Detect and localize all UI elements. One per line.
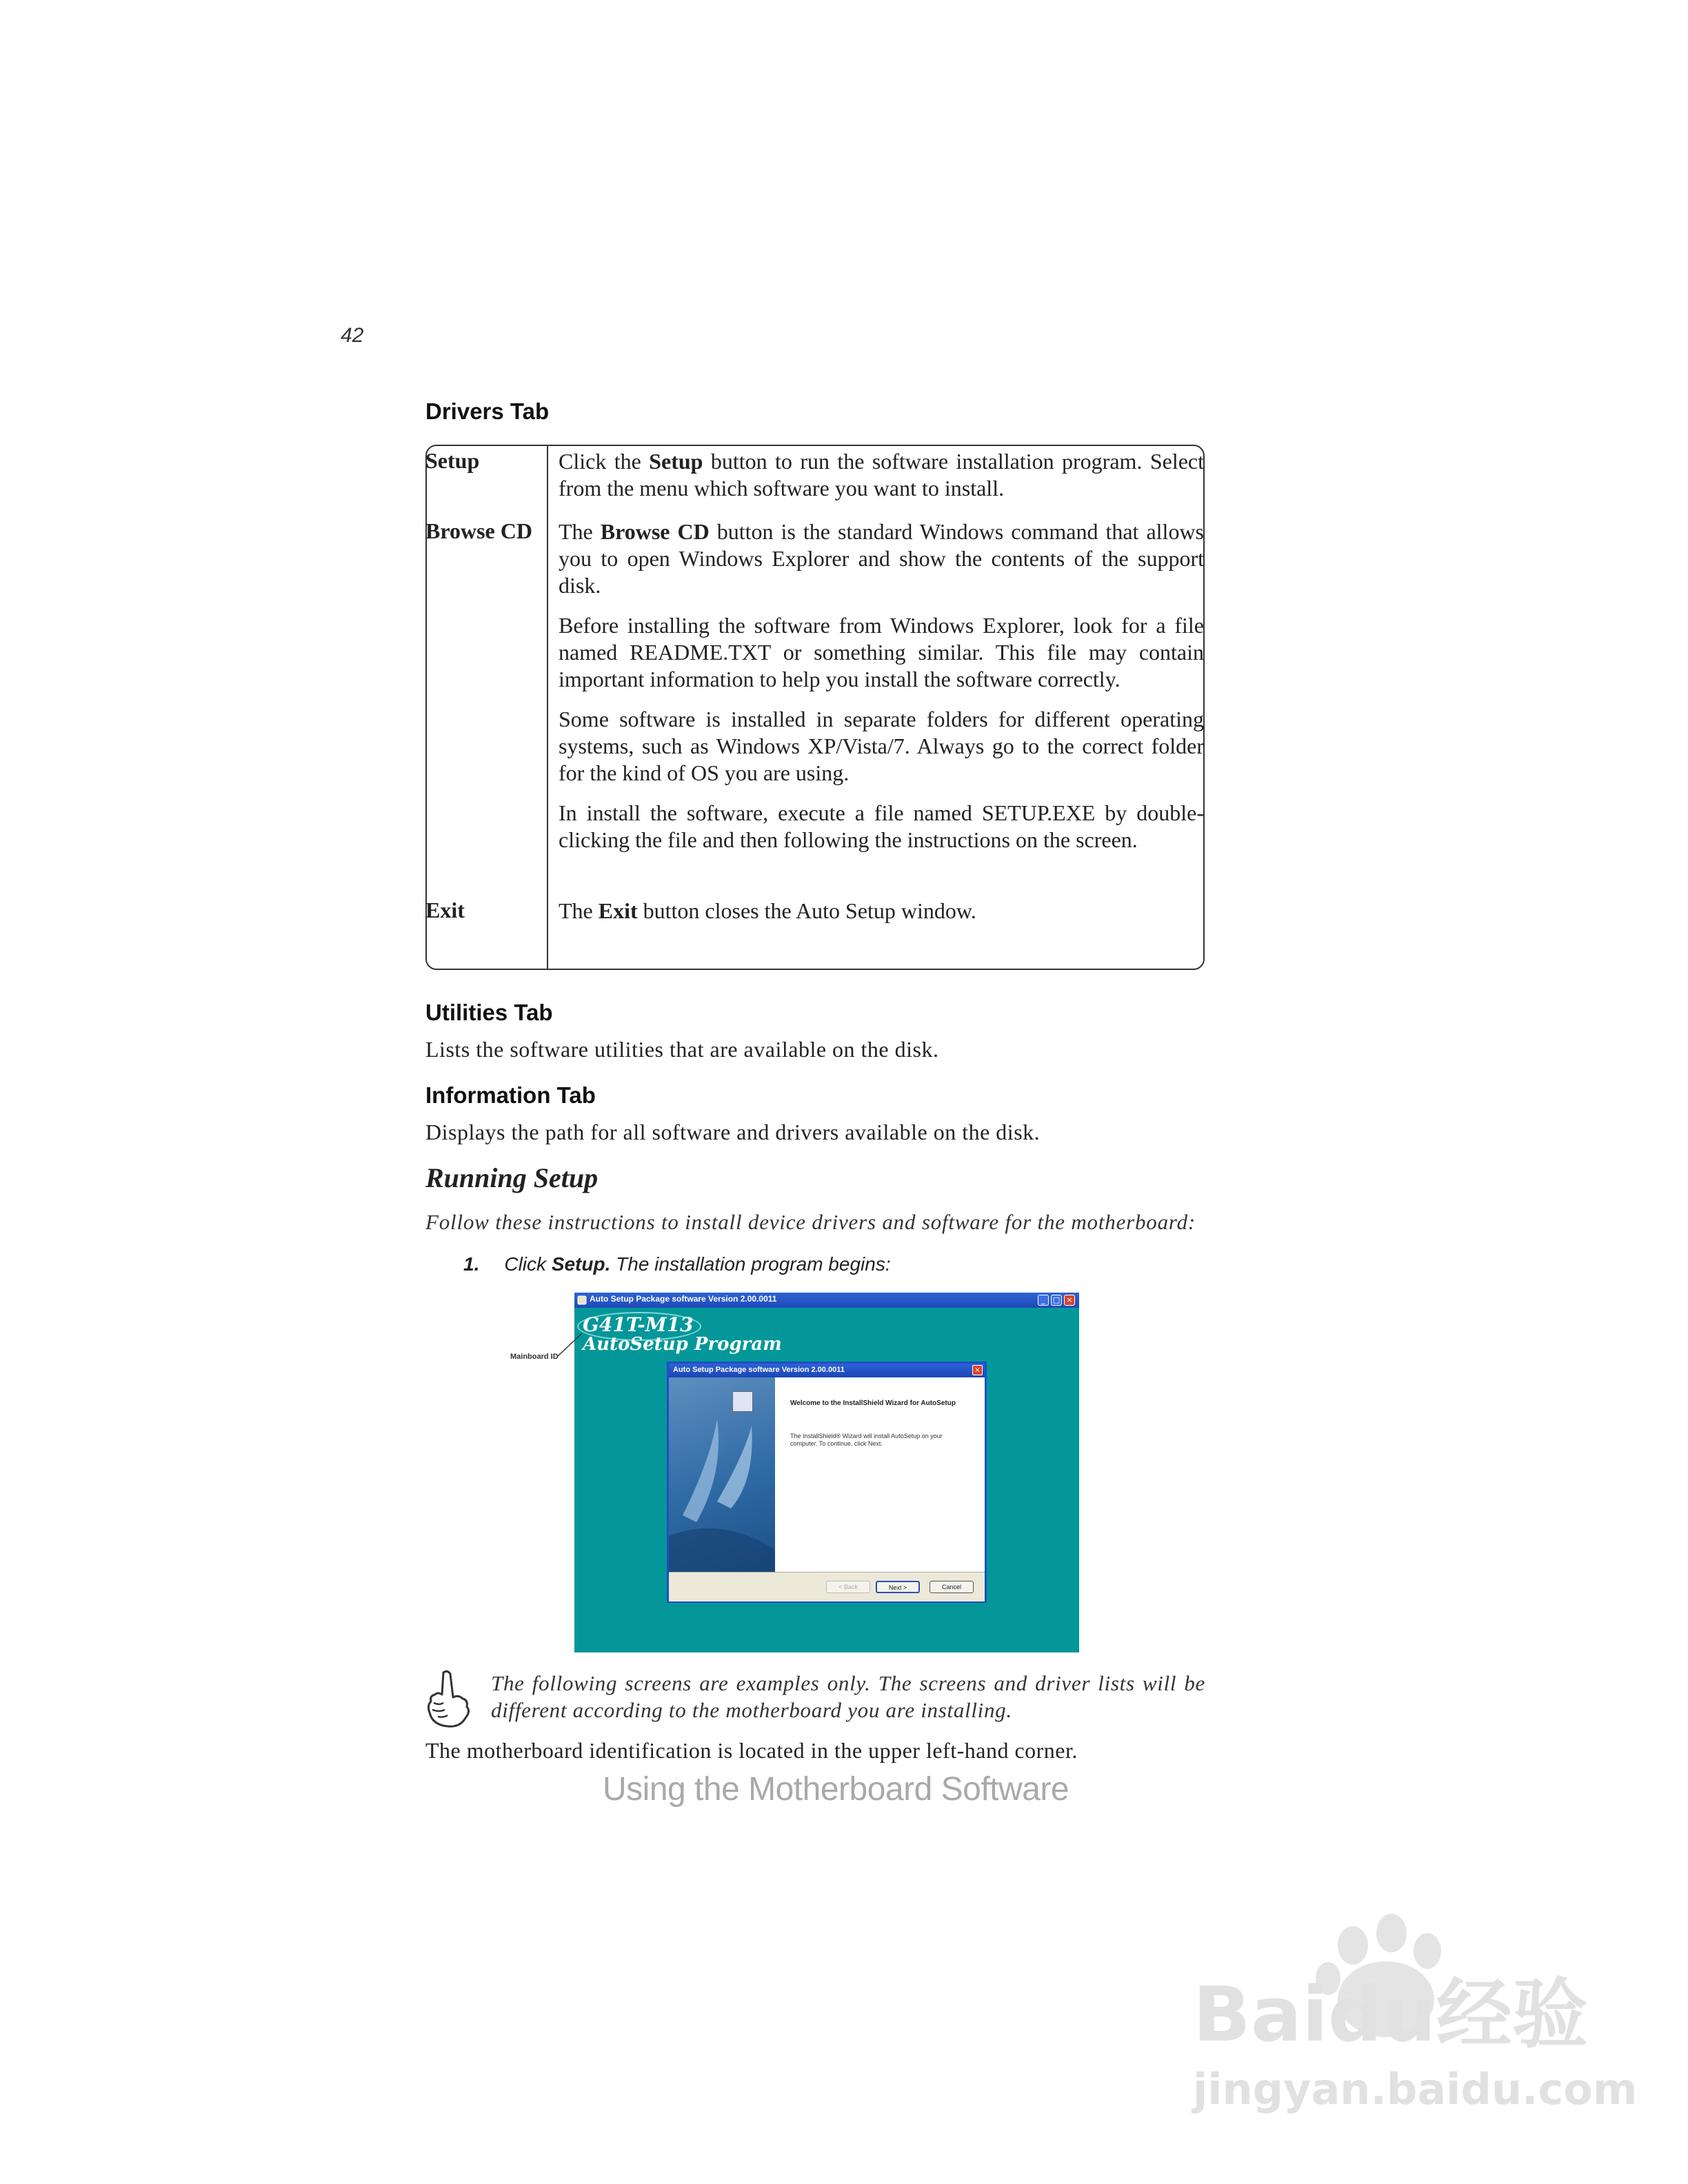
dialog-heading: Welcome to the InstallShield Wizard for AutoSetup [790,1399,956,1407]
watermark-line1: Baidu经验 [1193,1970,1588,2059]
window-titlebar [574,1293,1079,1308]
term-exit: Exit [425,898,465,922]
desc-browse-cd-4: In install the software, execute a file named SETUP.EXE by double-clicking the file and then following the instructions on the screen. [559,800,1204,852]
page-number: 42 [341,324,364,347]
next-button[interactable]: Next > [876,1581,920,1593]
desc-exit: The Exit button closes the Auto Setup window. [559,898,976,923]
dialog-titlebar [669,1364,985,1377]
desc-setup: Click the Setup button to run the software installation program. Select from the menu which software you want to install. [559,449,1205,501]
dialog-body: The InstallShield® Wizard will install AutoSetup on your computer. To continue, click Next. [790,1433,943,1447]
autosetup-screenshot [574,1293,1079,1652]
mainboard-id: G41T-M13 [583,1313,694,1336]
bold-browse-cd: Browse CD [600,519,710,544]
cancel-button[interactable]: Cancel [930,1581,974,1593]
desc-browse-cd-1: The Browse CD button is the standard Windows command that allows you to open Windows Explorer and show the contents of the support disk. [559,519,1204,598]
callout-line [556,1331,583,1358]
watermark-line2: jingyan.baidu.com [1193,2064,1638,2114]
step-1: 1. Click Setup. The installation program begins: [463,1253,891,1275]
mainboard-id-text: The motherboard identification is located in the upper left-hand corner. [425,1738,1078,1763]
pointing-hand-icon [424,1668,472,1730]
dialog-side-graphic [669,1377,775,1572]
footer-chapter-title: Using the Motherboard Software [603,1771,1069,1808]
running-setup-heading: Running Setup [425,1162,599,1193]
desc-browse-cd-3: Some software is installed in separate folders for different operating systems, such as Windows XP/Vista/7. Always go to the correct folder for the kind of OS you are using. [559,707,1204,785]
mainboard-id-callout-label: Mainboard ID [510,1353,559,1361]
back-button[interactable]: < Back [826,1581,870,1593]
minimize-icon[interactable]: _ [1038,1295,1049,1306]
dialog-close-icon[interactable]: × [972,1365,983,1375]
term-browse-cd: Browse CD [425,518,532,543]
dialog-footer [669,1572,985,1601]
baidu-jingyan-watermark [1172,1910,1638,2130]
drivers-tab-heading: Drivers Tab [425,398,550,424]
program-name: AutoSetup Program [583,1334,782,1355]
drivers-table-divider [547,445,548,970]
utilities-tab-heading: Utilities Tab [425,1000,553,1025]
app-icon [577,1295,587,1305]
bold-setup: Setup [649,449,703,474]
close-icon[interactable]: × [1064,1295,1075,1306]
term-setup: Setup [425,448,480,473]
information-tab-text: Displays the path for all software and drivers available on the disk. [425,1120,1041,1144]
utilities-tab-text: Lists the software utilities that are available on the disk. [425,1037,939,1062]
information-tab-heading: Information Tab [425,1082,596,1108]
wizard-sail-graphic [669,1377,775,1572]
computer-icon [732,1391,753,1412]
dialog-title: Auto Setup Package software Version 2.00.0011 [673,1366,845,1374]
desc-browse-cd-2: Before installing the software from Windows Explorer, look for a file named README.TXT or something similar. This file may contain important information to help you install the software correctly. [559,613,1204,691]
note-text: The following screens are examples only. The screens and driver lists will be different according to the motherboard you are installing. [491,1671,1205,1722]
running-setup-intro: Follow these instructions to install device drivers and software for the motherboard: [425,1210,1196,1234]
installshield-dialog [667,1362,987,1603]
maximize-icon[interactable]: □ [1051,1295,1062,1306]
bold-exit: Exit [598,898,638,923]
window-title: Auto Setup Package software Version 2.00.0011 [590,1294,777,1304]
